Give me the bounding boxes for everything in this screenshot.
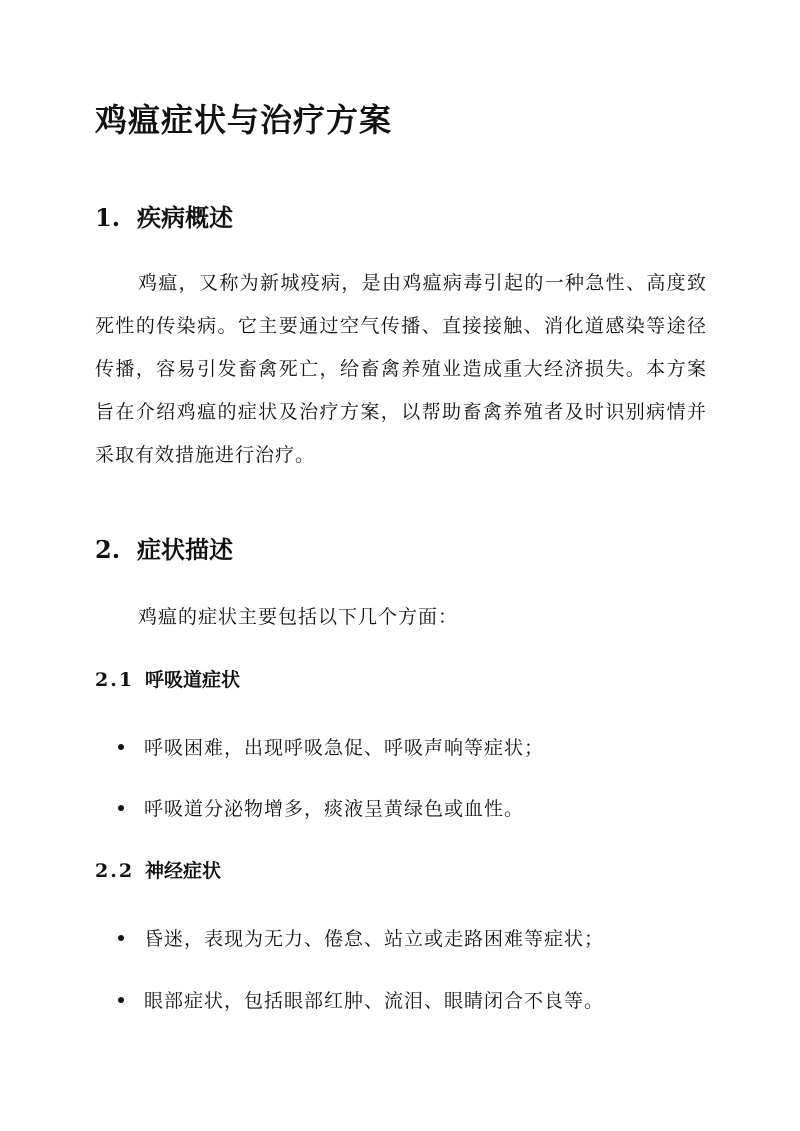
list-item [118, 924, 604, 951]
bullet-icon [118, 935, 124, 941]
section-2-title: 症状描述 [137, 535, 233, 564]
list-item-text: 眼部症状，包括眼部红肿、流泪、眼睛闭合不良等。 [144, 990, 605, 1012]
subsection-2-1-title: 呼吸道症状 [145, 669, 241, 691]
subsection-2-1-number: 2.1 [95, 669, 135, 691]
list-item [118, 794, 524, 821]
list-item-text: 昏迷，表现为无力、倦怠、站立或走路困难等症状； [144, 928, 605, 950]
bullet-icon [118, 744, 124, 750]
subsection-2-2-title: 神经症状 [145, 860, 222, 882]
section-1-heading [95, 198, 233, 233]
bullet-icon [118, 805, 124, 811]
section-1-number: 1. [95, 203, 121, 232]
subsection-2-2-number: 2.2 [95, 860, 135, 882]
section-2-heading [95, 530, 233, 565]
section-2-intro: 鸡瘟的症状主要包括以下几个方面： [138, 606, 459, 628]
subsection-2-2-heading [95, 856, 221, 883]
list-item-text: 呼吸困难，出现呼吸急促、呼吸声响等症状； [144, 737, 545, 759]
list-item [118, 733, 544, 760]
document-title: 鸡瘟症状与治疗方案 [95, 101, 393, 139]
subsection-2-1-heading [95, 665, 240, 692]
bullet-icon [118, 997, 124, 1003]
section-1-title: 疾病概述 [137, 203, 233, 232]
list-item-text: 呼吸道分泌物增多，痰液呈黄绿色或血性。 [144, 798, 525, 820]
section-1-paragraph: 鸡瘟，又称为新城疫病，是由鸡瘟病毒引起的一种急性、高度致死性的传染病。它主要通过空气传播、直接接触、消化道感染等途径传播，容易引发畜禽死亡，给畜禽养殖业造成重大经济损失。本方案旨在介绍鸡瘟的症状及治疗方案，以帮助畜禽养殖者及时识别病情并采取有效措施进行治疗。 [95, 272, 707, 466]
section-2-number: 2. [95, 535, 121, 564]
list-item [118, 986, 604, 1013]
